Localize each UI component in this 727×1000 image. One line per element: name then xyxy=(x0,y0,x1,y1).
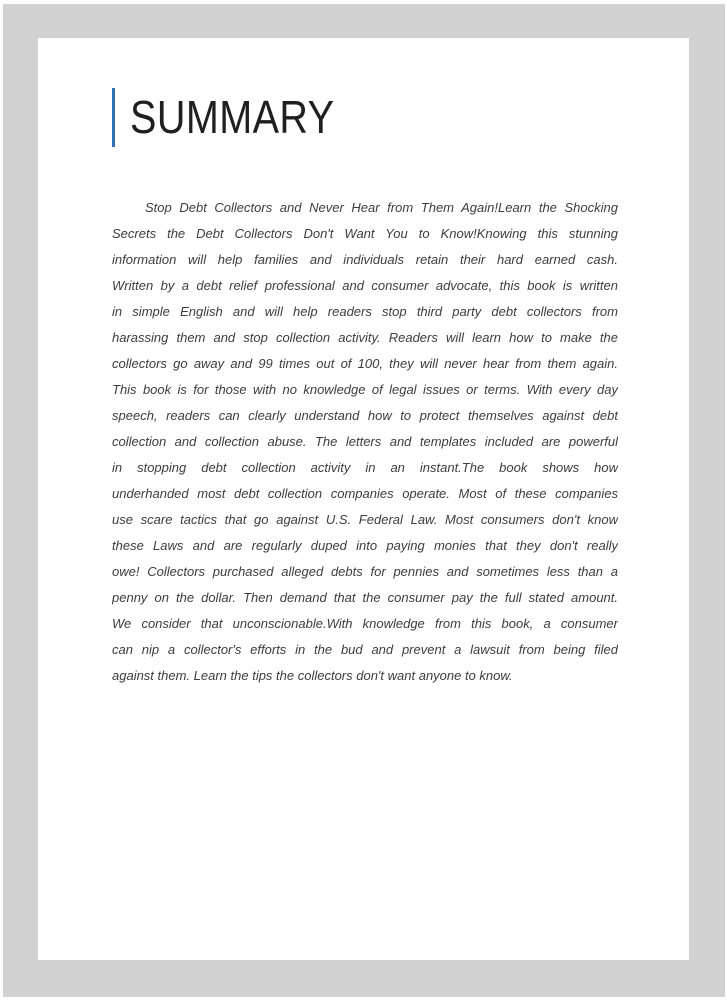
document-canvas xyxy=(3,4,725,997)
paragraph-line: use scare tactics that go against U.S. Federal Law. Most consumers don't know xyxy=(112,512,618,527)
paragraph-line: against them. Learn the tips the collectors don't want anyone to know. xyxy=(112,668,513,683)
paragraph-line: Written by a debt relief professional and consumer advocate, this book is written xyxy=(112,278,618,293)
document-page xyxy=(38,38,689,960)
paragraph-line: collection and collection abuse. The letters and templates included are powerful xyxy=(112,434,618,449)
paragraph-line: owe! Collectors purchased alleged debts for pennies and sometimes less than a xyxy=(112,564,618,579)
paragraph-line: harassing them and stop collection activity. Readers will learn how to make the xyxy=(112,330,618,345)
paragraph-line: Stop Debt Collectors and Never Hear from Them Again!Learn the Shocking xyxy=(145,200,618,215)
paragraph-line: can nip a collector's efforts in the bud and prevent a lawsuit from being filed xyxy=(112,642,618,657)
paragraph-line: collectors go away and 99 times out of 100, they will never hear from them again. xyxy=(112,356,618,371)
paragraph-line: speech, readers can clearly understand how to protect themselves against debt xyxy=(112,408,618,423)
paragraph-line: underhanded most debt collection companies operate. Most of these companies xyxy=(112,486,618,501)
paragraph-line: in simple English and will help readers stop third party debt collectors from xyxy=(112,304,618,319)
paragraph-line: Secrets the Debt Collectors Don't Want You to Know!Knowing this stunning xyxy=(112,226,618,241)
page-title: SUMMARY xyxy=(130,91,335,143)
paragraph-line: We consider that unconscionable.With knowledge from this book, a consumer xyxy=(112,616,618,631)
paragraph-line: information will help families and individuals retain their hard earned cash. xyxy=(112,252,618,267)
paragraph-line: these Laws and are regularly duped into paying monies that they don't really xyxy=(112,538,618,553)
paragraph-line: in stopping debt collection activity in an instant.The book shows how xyxy=(112,460,618,475)
title-block xyxy=(112,88,368,147)
paragraph-line: penny on the dollar. Then demand that the consumer pay the full stated amount. xyxy=(112,590,618,605)
paragraph-line: This book is for those with no knowledge of legal issues or terms. With every day xyxy=(112,382,618,397)
summary-paragraph xyxy=(112,195,618,689)
